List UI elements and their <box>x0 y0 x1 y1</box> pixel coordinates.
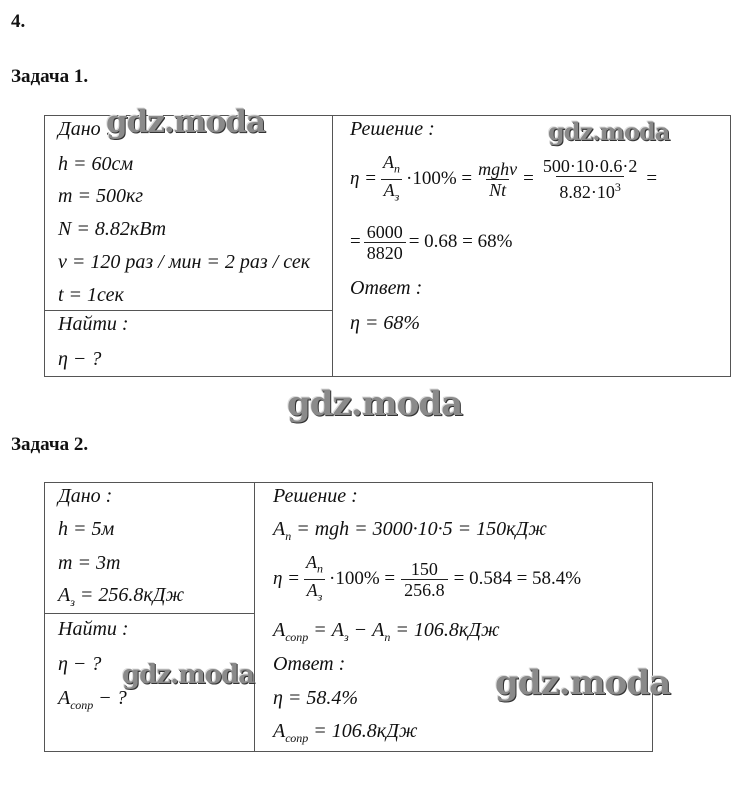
task2-given-h: h = 5м <box>58 518 115 540</box>
task2-find-divider <box>44 613 254 614</box>
t2-f2-num: 150 <box>410 558 438 579</box>
task2-solution-label: Решение : <box>273 485 358 507</box>
t2-f1-num: A <box>306 551 317 572</box>
task2-divider <box>254 482 255 752</box>
t1-l2-num: 6000 <box>366 221 403 242</box>
t1-eq: = <box>523 168 534 189</box>
t1-f3-den-sup: 3 <box>614 180 621 194</box>
task1-given-label: Дано : <box>58 118 113 140</box>
t2-l3-mid: = A <box>308 619 344 641</box>
t2-f1-den-sub: з <box>317 589 323 604</box>
t2-f2-den: 256.8 <box>401 579 448 600</box>
t2-l3-sym: A <box>273 619 286 641</box>
watermark: gdz.moda <box>287 384 463 424</box>
task1-given-n: N = 8.82кВт <box>58 218 167 240</box>
task2-answer-asopr <box>273 720 417 746</box>
t2-l1-rest: = mgh = 3000·10·5 = 150кДж <box>291 518 547 540</box>
t1-l2-rest: = 0.68 = 68% <box>408 231 513 252</box>
t1-f1-num-sub: п <box>394 161 400 176</box>
t2-az-rest: = 256.8кДж <box>74 584 185 606</box>
task1-given-m: m = 500кг <box>58 185 144 207</box>
t1-tail: = <box>646 168 658 189</box>
task2-answer-label: Ответ : <box>273 653 346 675</box>
task2-given-az <box>58 584 184 610</box>
task1-formula-line2 <box>350 216 512 268</box>
task1-find-divider <box>44 310 332 311</box>
t1-frac-6000-8820 <box>364 222 406 263</box>
t2-l3-sub2: з <box>343 630 349 644</box>
task2-find-eta: η − ? <box>58 653 102 675</box>
t1-f1-den: A <box>383 179 395 200</box>
t1-eta-lhs: η = <box>350 168 377 189</box>
t1-f1-num: A <box>383 151 394 172</box>
t2-l1-sym: A <box>273 518 286 540</box>
task1-title: Задача 1. <box>11 66 89 87</box>
section-number: 4. <box>11 11 26 32</box>
t2-aa-sym: A <box>273 720 286 742</box>
t2-eta-lhs: η = <box>273 568 300 589</box>
t2-l3-sub3: п <box>384 630 391 644</box>
t2-az-sub: з <box>70 595 75 609</box>
watermark: gdz.moda <box>122 660 255 690</box>
t1-f3-num: 500·10·0.6·2 <box>542 156 638 176</box>
task2-formula-asopr <box>273 619 500 645</box>
t2-fa-rest: − ? <box>93 687 127 709</box>
t2-mid: ·100% = <box>329 568 396 589</box>
t1-frac-numeric <box>540 156 640 202</box>
t2-frac-ap-az <box>303 552 326 606</box>
task2-given-m: m = 3т <box>58 552 121 574</box>
t1-f1-den-sub: з <box>394 189 400 204</box>
task1-find-label: Найти : <box>58 313 129 335</box>
t1-l2-den: 8820 <box>364 242 406 263</box>
t2-frac-150-2568 <box>401 559 448 600</box>
task1-divider <box>332 115 333 377</box>
t2-l3-sub: сопр <box>285 630 309 644</box>
t1-frac-mghv-nt <box>475 159 520 200</box>
task1-answer: η = 68% <box>350 312 421 334</box>
t2-fa-sub: сопр <box>70 698 94 712</box>
t2-f1-den: A <box>306 579 318 600</box>
task2-formula-eta <box>273 552 581 606</box>
t2-f1-num-sub: п <box>317 561 323 576</box>
t2-az-sym: A <box>58 584 71 606</box>
t2-aa-sub: сопр <box>285 731 309 745</box>
t2-aa-rest: = 106.8кДж <box>308 720 418 742</box>
task2-title: Задача 2. <box>11 434 89 455</box>
t1-frac-ap-az <box>380 152 403 206</box>
t2-l3-mid2: − A <box>348 619 385 641</box>
t1-f3-den: 8.82·10 <box>559 182 615 202</box>
task1-answer-label: Ответ : <box>350 277 423 299</box>
t2-l3-rest: = 106.8кДж <box>390 619 500 641</box>
watermark: gdz.moda <box>495 663 671 703</box>
t2-l2-rest: = 0.584 = 58.4% <box>453 568 582 589</box>
task1-formula-line1 <box>350 152 657 206</box>
task2-formula-ap <box>273 518 547 544</box>
task1-solution-label: Решение : <box>350 118 435 140</box>
t2-l1-sub: п <box>285 529 292 543</box>
task1-find-eta: η − ? <box>58 348 102 370</box>
task1-given-v: v = 120 раз / мин = 2 раз / сек <box>58 251 311 273</box>
task1-given-t: t = 1сек <box>58 284 124 306</box>
task2-answer-eta: η = 58.4% <box>273 687 359 709</box>
t1-f2-den: Nt <box>486 179 509 200</box>
task2-given-label: Дано : <box>58 485 113 507</box>
t1-mid1: ·100% = <box>406 168 473 189</box>
t1-f2-num: mghv <box>478 158 518 179</box>
task1-given-h: h = 60см <box>58 153 134 175</box>
watermark: gdz.moda <box>106 104 265 140</box>
task2-find-label: Найти : <box>58 618 129 640</box>
watermark: gdz.moda <box>548 117 670 146</box>
t2-fa-sym: A <box>58 687 71 709</box>
task2-find-asopr <box>58 687 127 713</box>
t1-l2-lhs: = <box>350 231 361 252</box>
